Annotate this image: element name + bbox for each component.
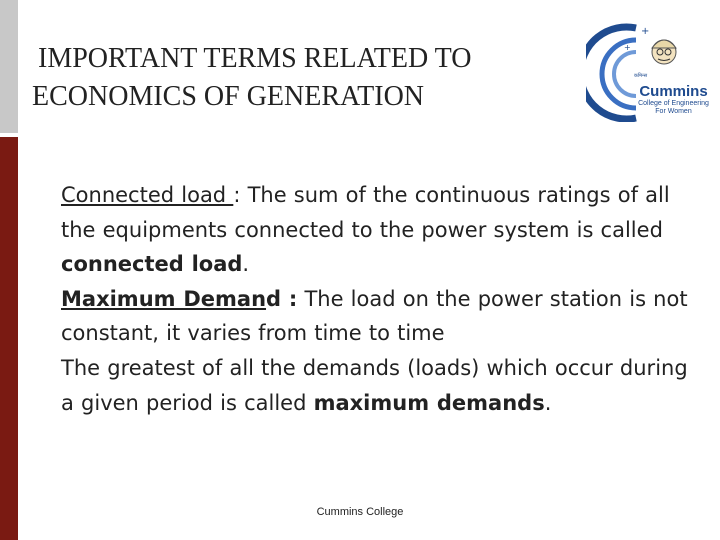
- term-maximum-demand: Maximum Deman: [61, 286, 267, 311]
- title-line-1: IMPORTANT TERMS RELATED TO: [38, 43, 472, 74]
- definition-connected-load: The sum of the continuous ratings of all the equipments connected to the power system is called: [61, 183, 670, 242]
- footer-text: Cummins College: [316, 506, 404, 518]
- title-line-2: ECONOMICS OF GENERATION: [32, 81, 425, 112]
- bold-connected-load: connected load: [61, 252, 243, 277]
- svg-text:+: +: [624, 43, 631, 52]
- side-bar-accent: [0, 137, 18, 540]
- svg-text:+: +: [641, 26, 650, 37]
- paragraph-greatest-demand: [61, 351, 706, 420]
- side-bar-top: [0, 0, 18, 133]
- period-1: .: [242, 252, 250, 277]
- period-3: .: [544, 390, 552, 415]
- slide-title: [32, 40, 592, 116]
- logo-small-text: कमिन्स: [634, 73, 648, 79]
- text-greatest-demand: The greatest of all the demands (loads) which occur during a given period is called: [61, 355, 688, 415]
- paragraph-maximum-demand: [61, 282, 706, 351]
- logo-name: Cummins: [639, 83, 708, 100]
- term-maximum-demand-tail: d :: [266, 286, 298, 311]
- paragraph-connected-load: [61, 178, 706, 282]
- logo-text: [631, 84, 716, 116]
- bold-maximum-demands: maximum demands: [313, 390, 545, 415]
- term-connected-load: Connected load: [61, 183, 234, 207]
- definition-maximum-demand: The load on the power station is not constant, it varies from time to time: [61, 286, 688, 346]
- term-colon: :: [233, 183, 241, 207]
- slide-content: [61, 178, 706, 420]
- logo-subtitle: College of Engineering: [638, 100, 709, 107]
- logo-subtitle-2: For Women: [655, 108, 692, 115]
